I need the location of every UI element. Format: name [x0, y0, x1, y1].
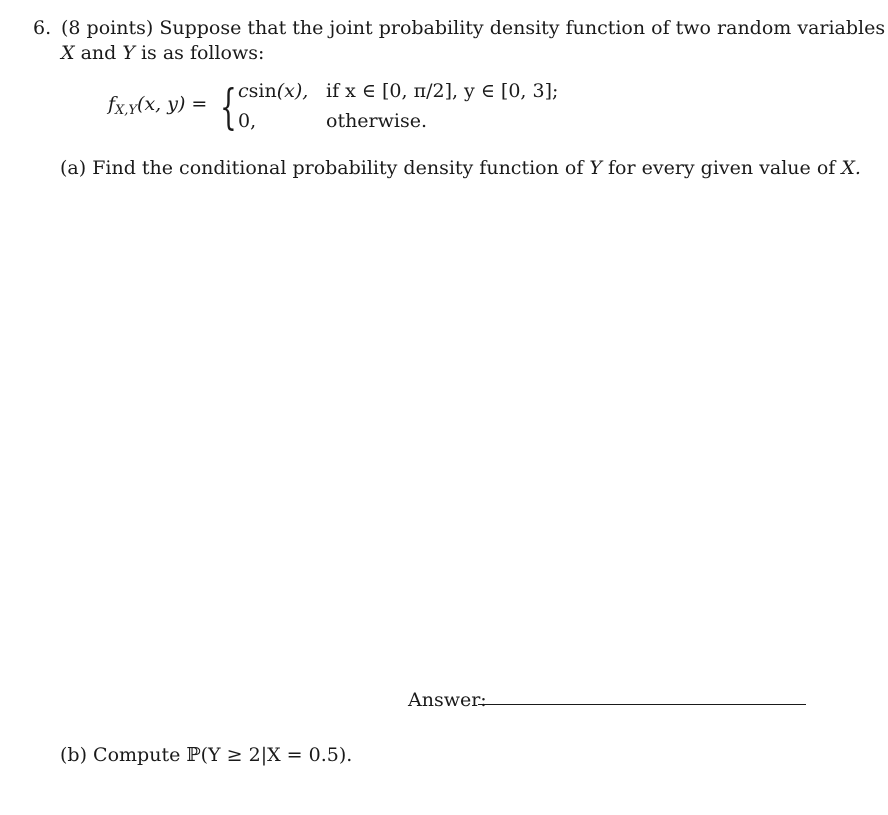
- part-a-label: (a): [60, 157, 87, 179]
- part-a-variable-x: X.: [841, 157, 861, 179]
- case1-function: sin: [248, 80, 277, 102]
- answer-line[interactable]: [478, 704, 806, 705]
- part-a-variable-y: Y: [589, 157, 602, 179]
- part-b-question: [60, 744, 352, 766]
- question-intro-line2: [61, 42, 264, 64]
- case1-expression: [238, 80, 308, 102]
- formula-subscript: X,Y: [115, 103, 138, 118]
- variable-y: Y: [122, 42, 135, 64]
- intro-end-text: is as follows:: [140, 42, 265, 64]
- case2-condition: otherwise.: [326, 110, 428, 132]
- formula-lhs: [108, 93, 207, 118]
- part-b-text: Compute ℙ(Y ≥ 2|X = 0.5).: [93, 744, 353, 766]
- case2-expression: 0,: [238, 110, 257, 132]
- question-intro-text: Suppose that the joint probability density function of two random variables: [159, 17, 886, 39]
- and-word: and: [80, 42, 117, 64]
- part-b-label: (b): [60, 744, 87, 766]
- formula-args: (x, y) =: [137, 93, 208, 115]
- case1-condition: if x ∈ [0, π/2], y ∈ [0, 3];: [326, 80, 559, 102]
- part-a-text-mid: for every given value of: [608, 157, 836, 179]
- variable-x: X: [61, 42, 75, 64]
- part-a-question: [60, 157, 861, 179]
- answer-label: Answer:: [408, 689, 487, 711]
- question-points: (8 points): [61, 17, 154, 39]
- question-intro-line1: [61, 17, 885, 39]
- case1-constant: c: [238, 80, 249, 102]
- formula-function-name: f: [108, 93, 116, 115]
- question-number: 6.: [33, 17, 52, 39]
- part-a-text-before: Find the conditional probability density function of: [92, 157, 584, 179]
- piecewise-brace: {: [220, 79, 237, 135]
- case1-argument: (x),: [276, 80, 309, 102]
